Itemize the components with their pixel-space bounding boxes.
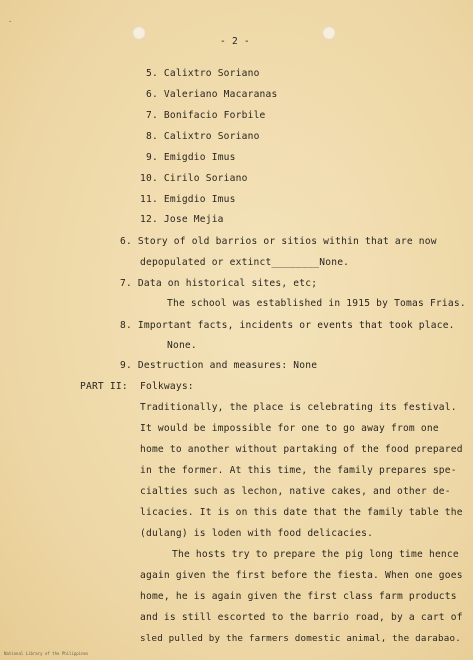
paragraph-line: (dulang) is loden with food delicacies.: [140, 528, 374, 539]
paragraph-line: home to another without partaking of the food prepared: [140, 444, 463, 455]
part-label: PART II:: [80, 381, 128, 392]
corner-mark: ·: [8, 18, 13, 26]
list-item: 10. Cirilo Soriano: [140, 173, 248, 184]
paragraph-line: sled pulled by the farmers domestic animal, the darabao.: [140, 633, 461, 644]
footer-stamp: National Library of the Philippines: [4, 651, 89, 656]
section-line: 8. Important facts, incidents or events that took place.: [120, 320, 455, 331]
section-line: depopulated or extinct________None.: [140, 257, 350, 268]
section-line: The school was established in 1915 by Tomas Frias.: [167, 298, 466, 309]
list-item: 11. Emigdio Imus: [140, 194, 236, 205]
paragraph-line: licacies. It is on this date that the family table the: [140, 507, 463, 518]
paragraph-line: Traditionally, the place is celebrating its festival.: [140, 402, 457, 413]
paragraph-line: cialties such as lechon, native cakes, and other de-: [140, 486, 451, 497]
page-number: - 2 -: [220, 36, 250, 47]
paragraph-line: in the former. At this time, the family prepares spe-: [140, 465, 457, 476]
list-item: 5. Calixtro Soriano: [146, 68, 260, 79]
paragraph-line: and is still escorted to the barrio road, by a cart of: [140, 612, 463, 623]
list-item: 7. Bonifacio Forbile: [146, 110, 266, 121]
punch-hole-left: [132, 26, 146, 40]
list-item: 12. Jose Mejia: [140, 214, 224, 225]
paragraph-line: The hosts try to prepare the pig long time hence: [172, 549, 459, 560]
paragraph-line: home, he is again given the first class farm products: [140, 591, 457, 602]
paragraph-line: It would be impossible for one to go away from one: [140, 423, 439, 434]
list-item: 6. Valeriano Macaranas: [146, 89, 278, 100]
punch-hole-right: [322, 26, 336, 40]
section-line: 9. Destruction and measures: None: [120, 360, 318, 371]
paragraph-line: again given the first before the fiesta. When one goes: [140, 570, 463, 581]
section-line: None.: [167, 340, 197, 351]
section-line: 7. Data on historical sites, etc;: [120, 278, 318, 289]
list-item: 8. Calixtro Soriano: [146, 131, 260, 142]
part-title: Folkways:: [140, 381, 194, 392]
section-line: 6. Story of old barrios or sitios within that are now: [120, 236, 437, 247]
list-item: 9. Emigdio Imus: [146, 152, 236, 163]
